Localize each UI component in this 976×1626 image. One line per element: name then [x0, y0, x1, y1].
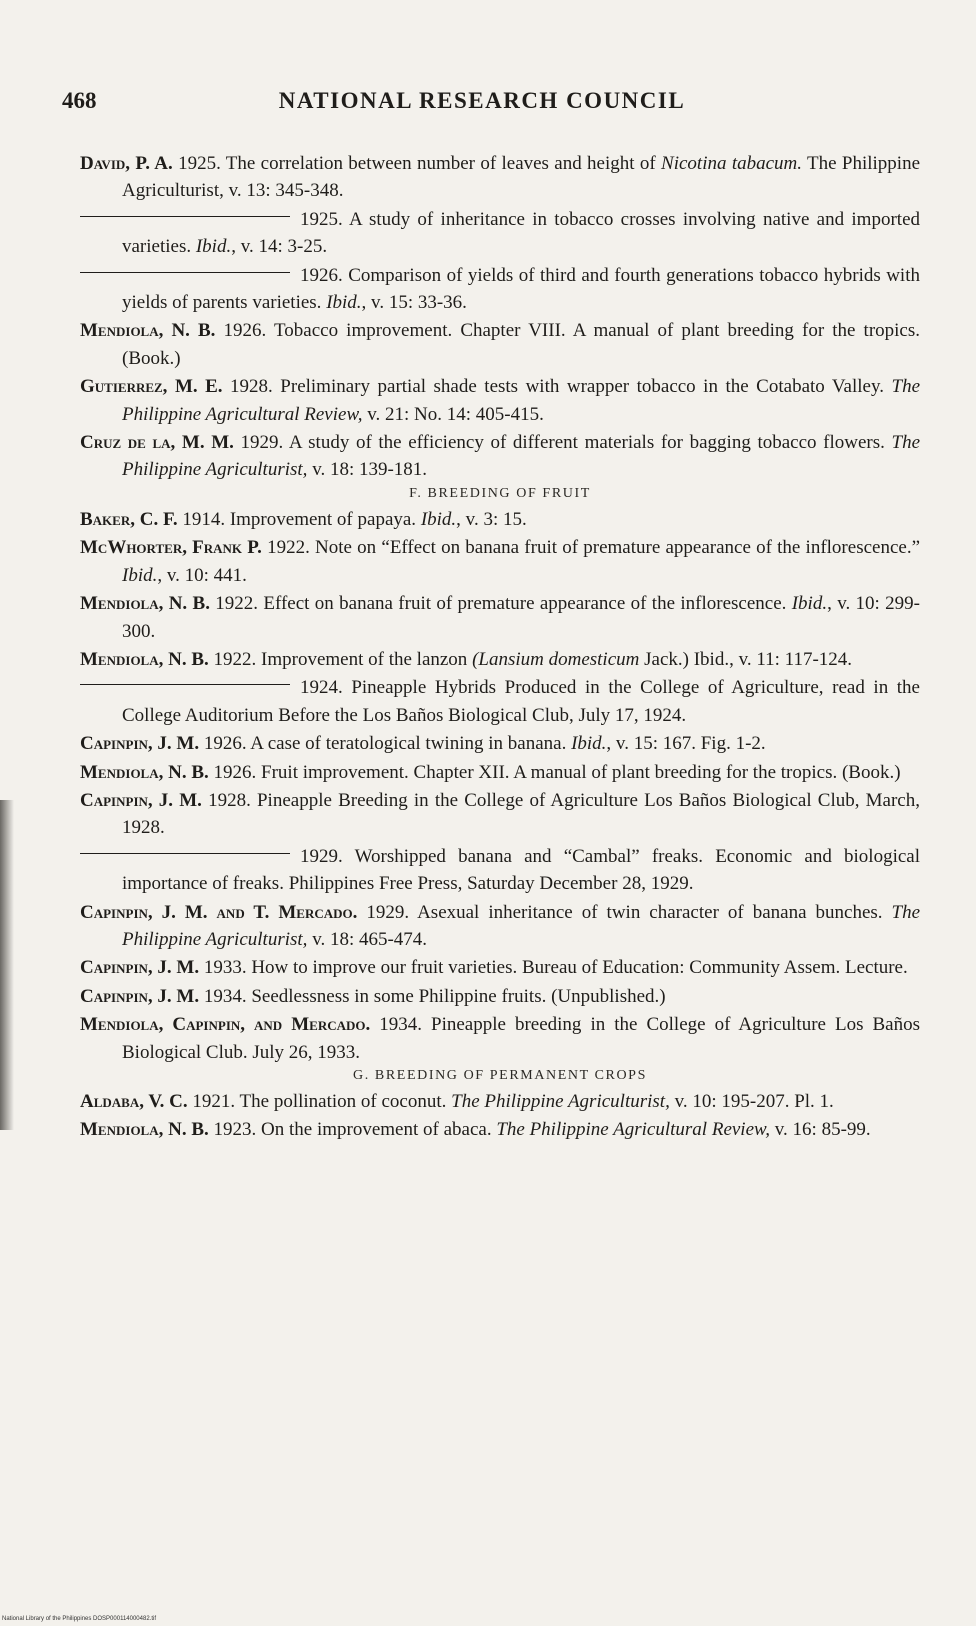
entry-journal: Ibid.	[195, 236, 232, 258]
entry-text: 1922. Note on “Effect on banana fruit of premature appearance of the inflorescence.”	[261, 537, 921, 559]
entry-text: 1925. The correlation between number of leaves and height of	[172, 153, 662, 174]
entry-author: Capinpin, J. M.	[80, 733, 200, 755]
entry-author: Mendiola, N. B.	[80, 761, 209, 783]
bibliography-entry	[80, 590, 920, 645]
entry-text: 1928. Preliminary partial shade tests with wrapper tobacco in the Cotabato Valley.	[222, 376, 892, 398]
entry-text: 1929. A study of the efficiency of different materials for bagging tobacco flowers.	[233, 432, 892, 454]
entry-text: 1921. The pollination of coconut.	[187, 1091, 452, 1112]
entry-journal: Nicotina tabacum.	[661, 153, 803, 174]
running-title: NATIONAL RESEARCH COUNCIL	[278, 88, 686, 113]
entry-author: Capinpin, J. M. and T. Mercado.	[80, 901, 358, 923]
entry-text: 1926. A case of teratological twining in banana.	[199, 733, 572, 755]
entry-author: Mendiola, N. B.	[80, 320, 216, 342]
entry-text: 1922. Effect on banana fruit of premature appearance of the inflorescence.	[209, 593, 792, 615]
entry-citation: , v. 10: 441.	[157, 564, 247, 586]
bibliography-entry	[80, 954, 920, 981]
bibliography-entry	[80, 1116, 920, 1143]
entry-text: 1926. Fruit improvement. Chapter XII. A manual of plant breeding for the tropics. (Book.)	[208, 761, 901, 783]
page-number: 468	[62, 88, 97, 113]
entry-citation: v. 10: 195-207. Pl. 1.	[669, 1091, 834, 1112]
entry-text: 1928. Pineapple Breeding in the College of Agriculture Los Baños Biological Club, March, 1928.	[122, 789, 920, 839]
scan-footer: National Library of the Philippines DOSP000114000482.tif	[2, 1616, 156, 1622]
entry-citation: The Philippine Agriculturist, v. 13: 345-348.	[122, 153, 920, 202]
entry-text: 1933. How to improve our fruit varieties. Bureau of Education: Community Assem. Lecture.	[199, 957, 908, 979]
entry-text: 1914. Improvement of papaya.	[177, 508, 421, 530]
scan-edge-shadow	[0, 800, 14, 1130]
bibliography	[80, 150, 920, 1145]
entry-author: Capinpin, J. M.	[80, 957, 200, 979]
entry-journal: The Philippine Agriculturist,	[451, 1091, 670, 1112]
entries-permanent-crops	[80, 1088, 920, 1144]
entry-text: 1934. Pineapple breeding in the College of Agriculture Los Baños Biological Club. July 26, 1933.	[122, 1014, 920, 1063]
bibliography-entry	[80, 506, 920, 533]
bibliography-entry	[80, 429, 920, 484]
entry-journal: Ibid.	[122, 564, 158, 586]
entry-citation: v. 21: No. 14: 405-415.	[362, 403, 544, 425]
entry-author: Baker, C. F.	[80, 508, 178, 530]
same-author-rule	[80, 272, 290, 273]
entry-citation: , v. 15: 33-36.	[361, 292, 467, 314]
entries-tobacco	[80, 150, 920, 484]
entry-author: Aldaba, V. C.	[80, 1091, 188, 1112]
entry-journal: The Philippine Agriculturist,	[122, 901, 921, 950]
entry-text: 1929. Worshipped banana and “Cambal” freaks. Economic and biological importance of freaks. Philippines Free Press, Saturday December 28, 1929.	[122, 845, 920, 895]
entry-author: Gutierrez, M. E.	[80, 376, 223, 398]
entry-citation: , v. 10: 299-300.	[122, 593, 920, 642]
entry-author: Capinpin, J. M.	[80, 789, 202, 811]
same-author-rule	[80, 684, 290, 685]
entry-journal: (Lansium domesticum	[472, 648, 640, 670]
bibliography-entry	[80, 646, 920, 673]
entries-fruit	[80, 506, 920, 1066]
entry-journal: The Philippine Agricultural Review,	[122, 376, 920, 425]
entry-author: Mendiola, N. B.	[80, 1119, 209, 1141]
bibliography-entry	[80, 1088, 920, 1115]
bibliography-entry	[80, 843, 920, 898]
entry-citation: v. 16: 85-99.	[770, 1119, 871, 1141]
bibliography-entry	[80, 262, 920, 317]
bibliography-entry	[80, 150, 920, 205]
entry-text: 1923. On the improvement of abaca.	[208, 1119, 497, 1141]
bibliography-entry	[80, 206, 920, 261]
entry-citation: Jack.) Ibid., v. 11: 117-124.	[639, 648, 853, 670]
same-author-rule	[80, 216, 290, 217]
entry-journal: Ibid.	[791, 593, 828, 615]
entry-journal: Ibid.	[571, 733, 607, 755]
bibliography-entry	[80, 787, 920, 842]
entry-author: Cruz de la, M. M.	[80, 432, 234, 454]
entry-author: Mendiola, N. B.	[80, 593, 210, 615]
entry-author: Capinpin, J. M.	[80, 985, 200, 1007]
bibliography-entry	[80, 730, 920, 757]
entry-text: 1929. Asexual inheritance of twin character of banana bunches.	[357, 901, 892, 923]
bibliography-entry	[80, 373, 920, 428]
bibliography-entry	[80, 983, 920, 1010]
same-author-rule	[80, 853, 290, 854]
page-header	[62, 88, 902, 124]
entry-author: Mendiola, Capinpin, and Mercado.	[80, 1014, 371, 1036]
entry-text: 1922. Improvement of the lanzon	[208, 648, 473, 670]
entry-citation: , v. 15: 167. Fig. 1-2.	[606, 733, 766, 755]
bibliography-entry	[80, 759, 920, 786]
entry-citation: , v. 14: 3-25.	[231, 236, 328, 258]
entry-journal: Ibid.	[420, 508, 457, 530]
section-heading-fruit: F. BREEDING OF FRUIT	[409, 485, 591, 501]
entry-citation: v. 18: 139-181.	[307, 459, 428, 481]
entry-text: 1926. Tobacco improvement. Chapter VIII. A manual of plant breeding for the tropics. (Book.)	[122, 320, 920, 369]
bibliography-entry	[80, 317, 920, 372]
bibliography-entry	[80, 534, 920, 589]
entry-text: 1925. A study of inheritance in tobacco crosses involving native and imported varieties.	[122, 208, 920, 258]
entry-author: Mendiola, N. B.	[80, 648, 209, 670]
bibliography-entry	[80, 674, 920, 729]
entry-citation: , v. 3: 15.	[456, 508, 527, 530]
entry-journal: The Philippine Agriculturist,	[122, 432, 921, 481]
bibliography-entry	[80, 1011, 920, 1066]
bibliography-entry	[80, 899, 920, 954]
entry-text: 1924. Pineapple Hybrids Produced in the College of Agriculture, read in the College Auditorium Before the Los Baños Biological Club, July 17, 1924.	[122, 677, 920, 726]
entry-citation: v. 18: 465-474.	[307, 928, 428, 950]
section-heading-permanent-crops: G. BREEDING OF PERMANENT CROPS	[353, 1068, 647, 1083]
entry-text: 1926. Comparison of yields of third and fourth generations tobacco hybrids with yields of parents varieties.	[122, 264, 920, 314]
entry-text: 1934. Seedlessness in some Philippine fruits. (Unpublished.)	[199, 985, 666, 1007]
entry-journal: Ibid.	[326, 292, 362, 314]
entry-author: David, P. A.	[80, 153, 173, 174]
entry-author: McWhorter, Frank P.	[80, 537, 262, 559]
entry-journal: The Philippine Agricultural Review,	[496, 1119, 771, 1141]
